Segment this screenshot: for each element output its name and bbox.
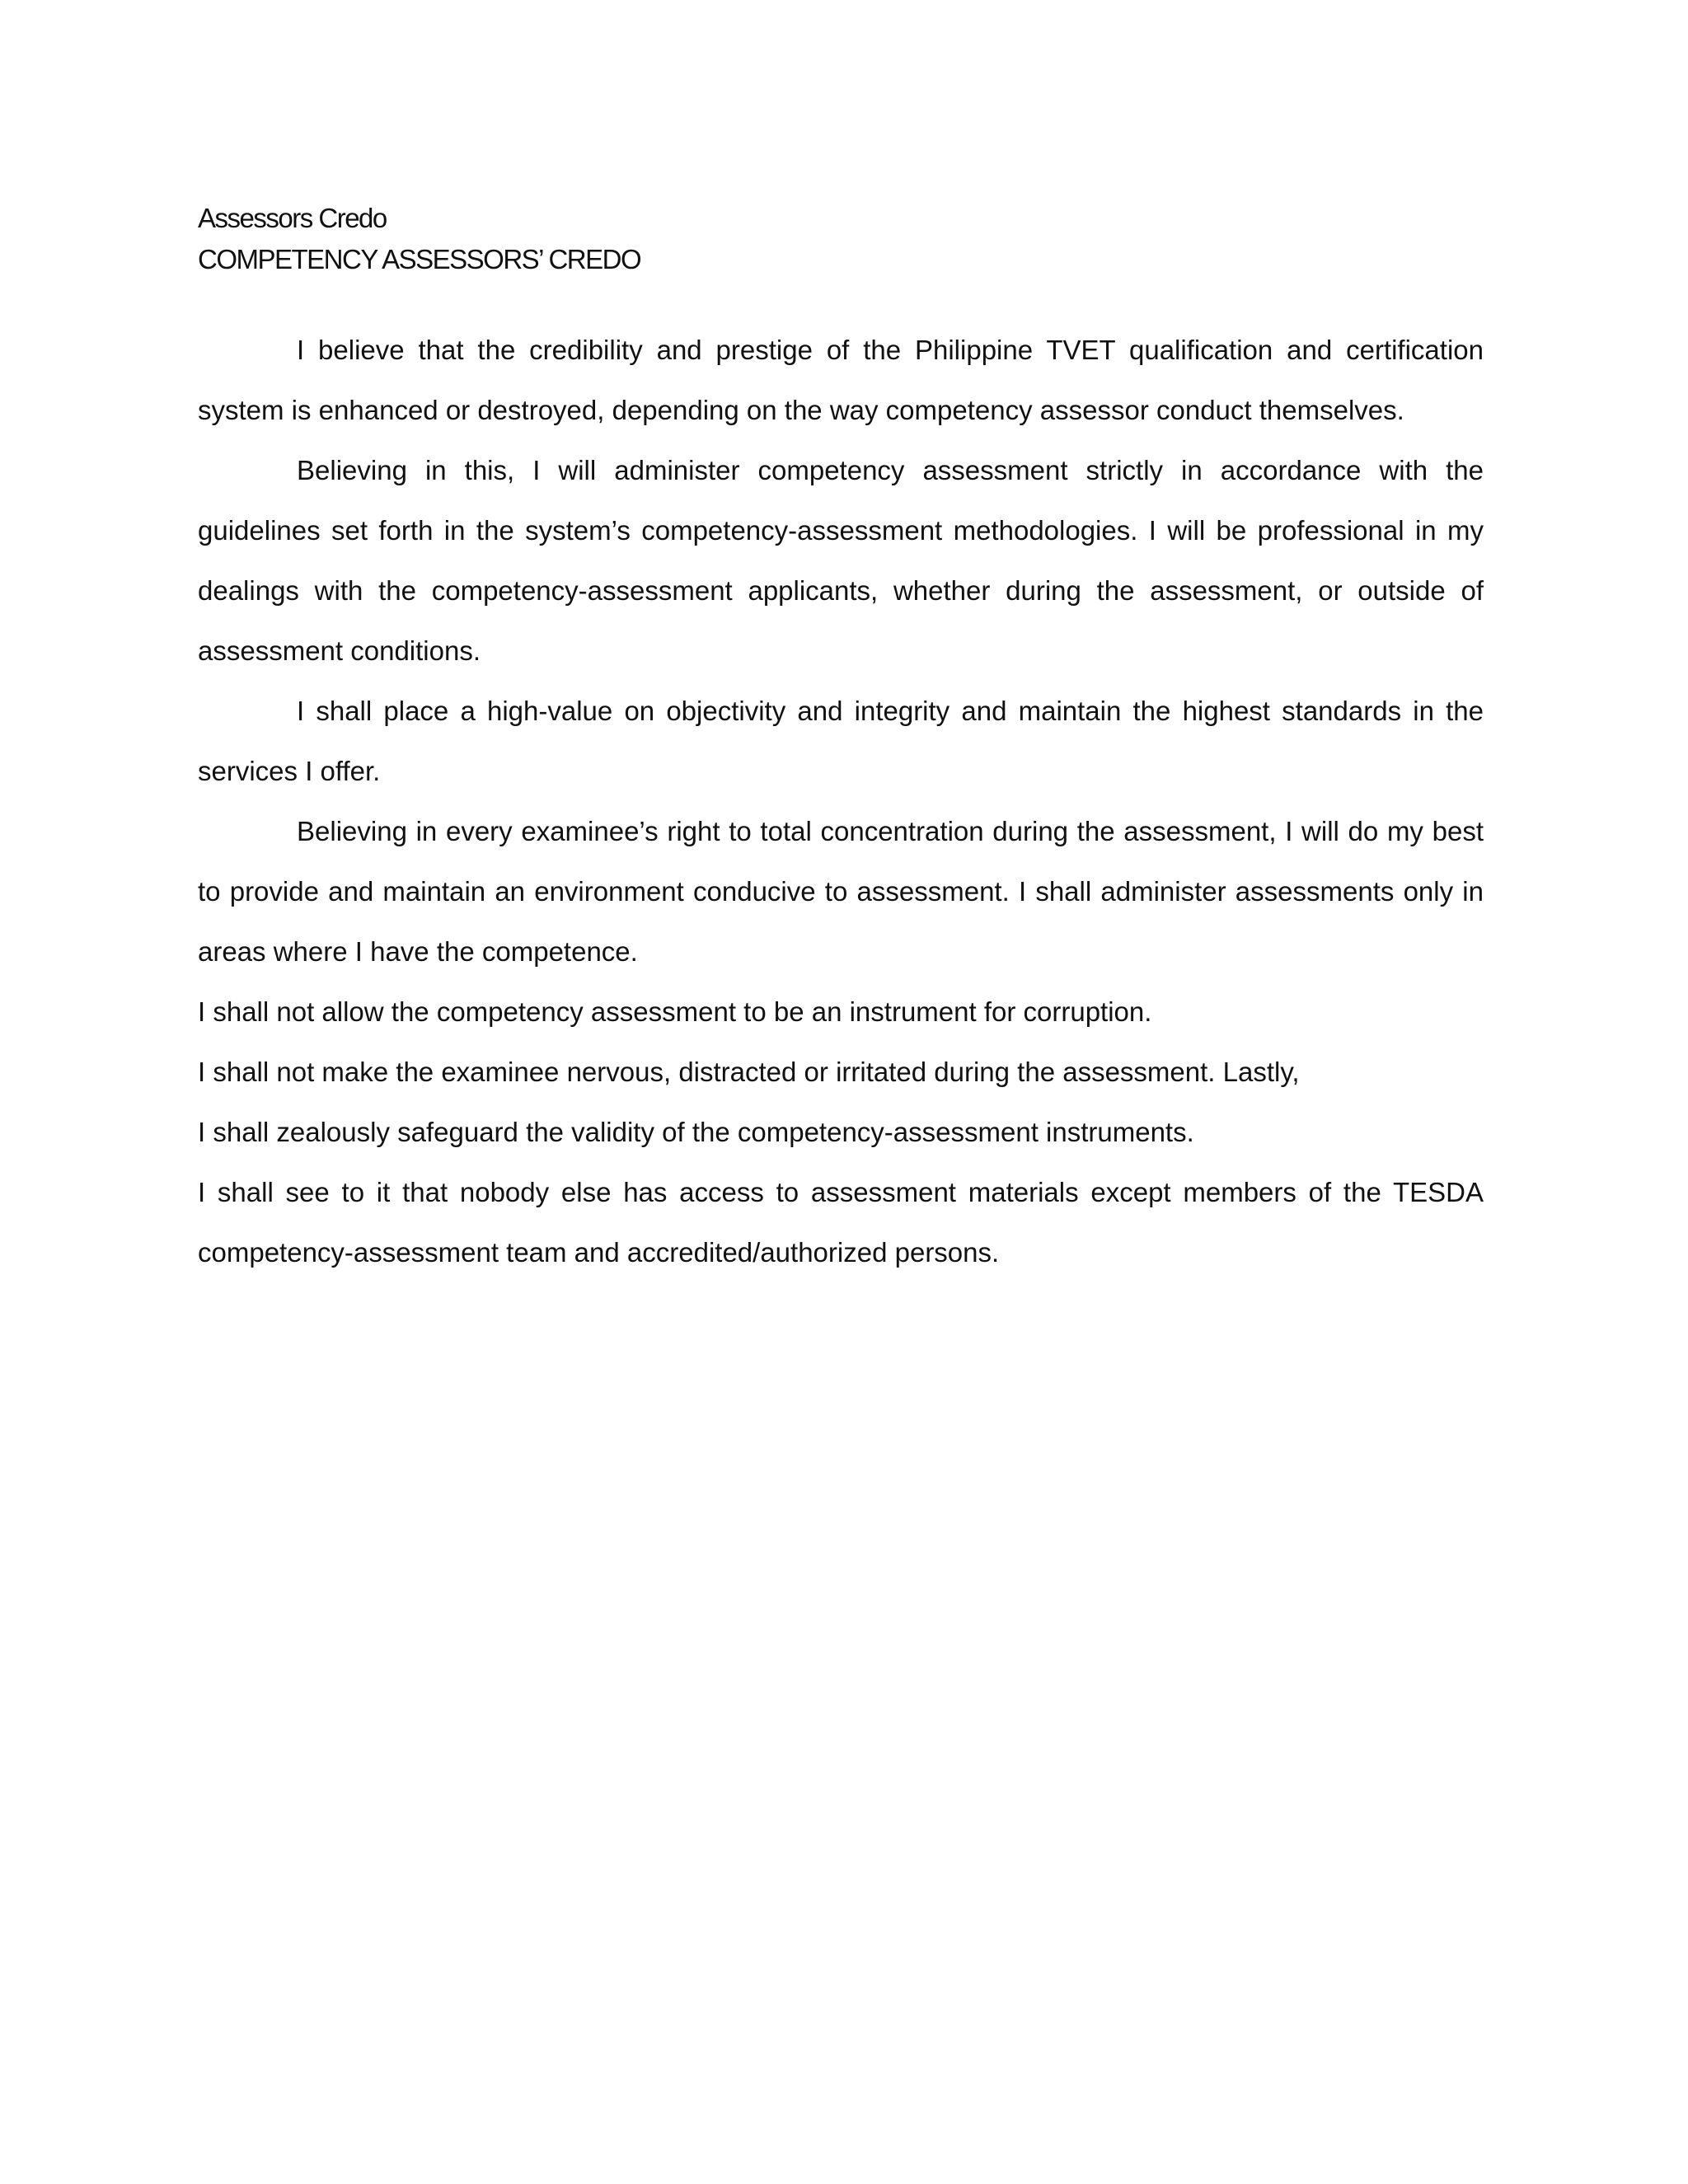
credo-paragraph: I shall zealously safeguard the validity of the competency-assessment instruments. bbox=[198, 1117, 1194, 1147]
credo-paragraph: Believing in every examinee’s right to total concentration during the assessment, I will do my best to provide and maintain an environment conducive to assessment. I shall administer assessments only in areas where I have the competence. bbox=[198, 816, 1484, 967]
document-subtitle: COMPETENCY ASSESSORS’ CREDO bbox=[198, 244, 641, 274]
document-header bbox=[198, 198, 1484, 280]
credo-paragraph: I shall place a high-value on objectivity and integrity and maintain the highest standards in the services I offer. bbox=[198, 696, 1484, 786]
credo-body bbox=[198, 320, 1484, 1282]
credo-paragraph: Believing in this, I will administer competency assessment strictly in accordance with the guidelines set forth in the system’s competency-assessment methodologies. I will be professional in my dealings with the competency-assessment applicants, whether during the assessment, or outside of assessment conditions. bbox=[198, 455, 1484, 666]
credo-paragraph: I shall not make the examinee nervous, distracted or irritated during the assessment. Lastly, bbox=[198, 1057, 1300, 1087]
credo-paragraph: I shall see to it that nobody else has access to assessment materials except members of the TESDA competency-assessment team and accredited/authorized persons. bbox=[198, 1177, 1484, 1268]
document-title: Assessors Credo bbox=[198, 203, 387, 233]
credo-paragraph: I believe that the credibility and prestige of the Philippine TVET qualification and certification system is enhanced or destroyed, depending on the way competency assessor conduct themselves. bbox=[198, 335, 1484, 425]
credo-paragraph: I shall not allow the competency assessment to be an instrument for corruption. bbox=[198, 996, 1152, 1027]
